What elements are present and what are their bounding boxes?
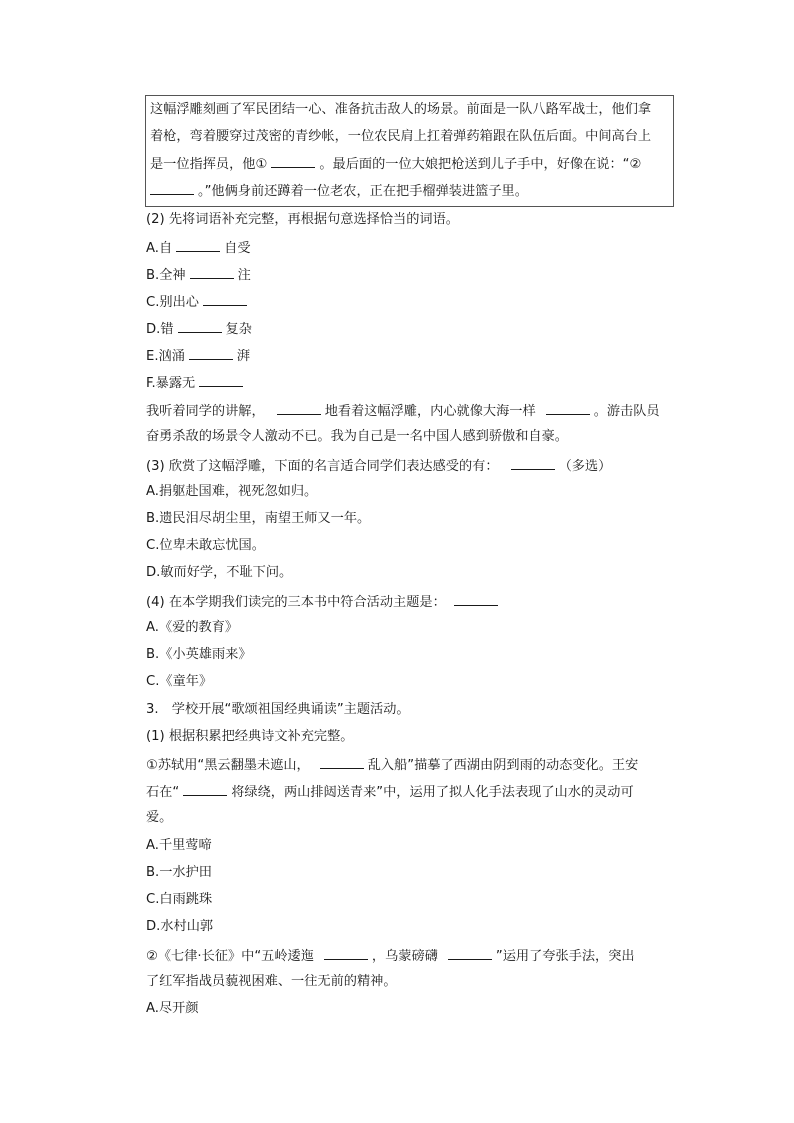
passage-box — [145, 95, 674, 207]
q3-option-b: B.遗民泪尽胡尘里，南望王师又一年。 — [146, 511, 371, 526]
answer-blank[interactable] — [320, 754, 364, 769]
section3-option2-a: A.尽开颜 — [146, 1001, 199, 1016]
answer-blank[interactable] — [150, 180, 194, 195]
q3-option-d: D.敏而好学，不耻下问。 — [146, 565, 293, 580]
passage-line-3: 是一位指挥员，他① 。最后面的一位大娘把枪送到儿子手中，好像在说：“② — [150, 153, 669, 180]
section3-option-b: B.一水护田 — [146, 865, 212, 880]
q4-option-a: A.《爱的教育》 — [146, 620, 239, 635]
q2-sentence: 我听着同学的讲解， 地看着这幅浮雕，内心就像大海一样 。游击队员 — [146, 400, 660, 420]
section3-item1-line3: 爱。 — [146, 810, 173, 825]
section3-sub1: (1) 根据积累把经典诗文补充完整。 — [146, 729, 354, 744]
q2-option-e: E.汹涌 湃 — [146, 345, 250, 365]
q2-stem: (2) 先将词语补充完整，再根据句意选择恰当的词语。 — [146, 212, 459, 227]
section3-option-a: A.千里莺啼 — [146, 838, 212, 853]
answer-blank[interactable] — [271, 153, 315, 168]
answer-blank[interactable] — [454, 591, 498, 606]
section3-item1: ①苏轼用“黑云翻墨未遮山， 乱入船”描摹了西湖由阴到雨的动态变化。王安 — [146, 754, 638, 774]
q2-sentence-line2: 奋勇杀敌的场景令人激动不已。我为自己是一名中国人感到骄傲和自豪。 — [146, 429, 568, 444]
q4-option-b: B.《小英雄雨来》 — [146, 647, 252, 662]
answer-blank[interactable] — [277, 400, 321, 415]
q4-option-c: C.《童年》 — [146, 674, 213, 689]
section3-option-d: D.水村山郭 — [146, 919, 214, 934]
passage-line-4: 。”他俩身前还蹲着一位老农，正在把手榴弹装进篮子里。 — [150, 180, 669, 207]
q2-option-c: C.别出心 — [146, 291, 251, 311]
section3-heading: 3. 学校开展“歌颂祖国经典诵读”主题活动。 — [146, 702, 410, 717]
section3-item2: ②《七律·长征》中“五岭逶迤 ，乌蒙磅礴 ”运用了夸张手法，突出 — [146, 945, 635, 965]
answer-blank[interactable] — [511, 455, 555, 470]
answer-blank[interactable] — [190, 264, 234, 279]
q2-option-a: A.自 自受 — [146, 237, 251, 257]
q3-option-c: C.位卑未敢忘忧国。 — [146, 538, 265, 553]
q3-option-a: A.捐躯赴国难，视死忽如归。 — [146, 484, 318, 499]
answer-blank[interactable] — [176, 237, 220, 252]
answer-blank[interactable] — [199, 372, 243, 387]
answer-blank[interactable] — [189, 345, 233, 360]
passage-line-2: 着枪，弯着腰穿过茂密的青纱帐，一位农民肩上扛着弹药箱跟在队伍后面。中间高台上 — [150, 129, 652, 144]
answer-blank[interactable] — [203, 291, 247, 306]
answer-blank[interactable] — [546, 400, 590, 415]
q2-option-b: B.全神 注 — [146, 264, 251, 284]
section3-item1-line2: 石在“ 将绿绕，两山排闼送青来”中，运用了拟人化手法表现了山水的灵动可 — [146, 781, 634, 801]
section3-option-c: C.白雨跳珠 — [146, 892, 213, 907]
q2-option-d: D.错 复杂 — [146, 318, 252, 338]
answer-blank[interactable] — [178, 318, 222, 333]
q4-stem: (4) 在本学期我们读完的三本书中符合活动主题是： — [146, 591, 502, 611]
q3-stem: (3) 欣赏了这幅浮雕，下面的名言适合同学们表达感受的有： （多选） — [146, 455, 611, 475]
q2-option-f: F.暴露无 — [146, 372, 247, 392]
answer-blank[interactable] — [448, 945, 492, 960]
passage-line-1: 这幅浮雕刻画了军民团结一心、准备抗击敌人的场景。前面是一队八路军战士，他们拿 — [150, 102, 652, 117]
answer-blank[interactable] — [183, 781, 227, 796]
section3-item2-line2: 了红军指战员藐视困难、一往无前的精神。 — [146, 974, 397, 989]
answer-blank[interactable] — [324, 945, 368, 960]
